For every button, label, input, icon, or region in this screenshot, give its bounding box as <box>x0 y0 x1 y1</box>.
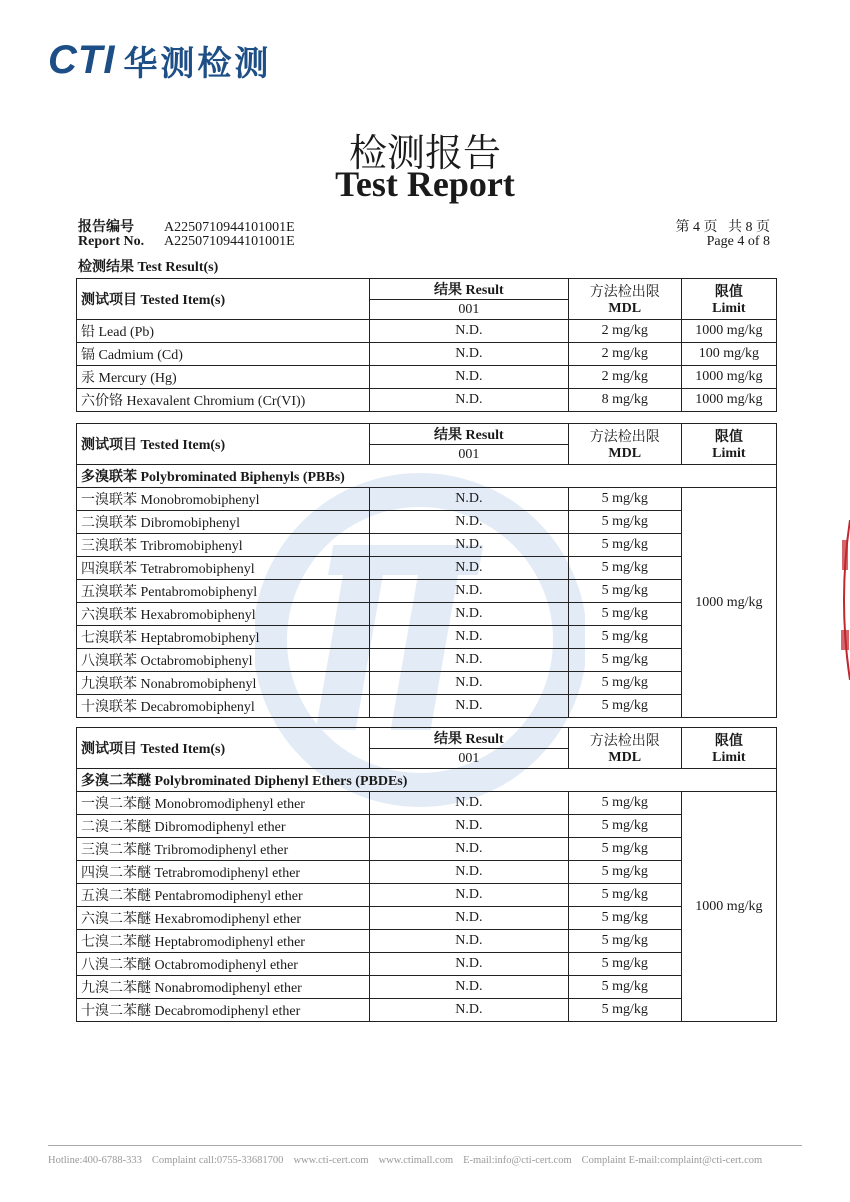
result-value: N.D. <box>369 320 568 343</box>
limit-value: 1000 mg/kg <box>681 389 776 412</box>
header-mdl-en: MDL <box>608 301 642 316</box>
result-value: N.D. <box>369 511 568 534</box>
item-name: 六价铬 Hexavalent Chromium (Cr(VI)) <box>77 389 370 412</box>
table-row <box>77 488 777 511</box>
header-mdl-cn: 方法检出限 <box>589 285 660 300</box>
partial-seal-stamp <box>836 520 850 680</box>
table-row <box>77 930 777 953</box>
header-tested-item: 测试项目 Tested Item(s) <box>77 728 370 769</box>
company-logo <box>48 34 271 86</box>
header-mdl <box>568 424 681 465</box>
mdl-value: 5 mg/kg <box>568 976 681 999</box>
result-value: N.D. <box>369 603 568 626</box>
item-name: 六溴联苯 Hexabromobiphenyl <box>77 603 370 626</box>
group-heading: 多溴二苯醚 Polybrominated Diphenyl Ethers (PBDEs) <box>77 769 777 792</box>
header-sample-id: 001 <box>369 300 568 320</box>
header-mdl-en: MDL <box>608 750 642 765</box>
page-indicator-cn: 第 4 页 共 8 页 <box>675 220 770 235</box>
group-heading: 多溴联苯 Polybrominated Biphenyls (PBBs) <box>77 465 777 488</box>
header-limit-en: Limit <box>712 301 746 316</box>
mdl-value: 5 mg/kg <box>568 534 681 557</box>
item-name: 九溴联苯 Nonabromobiphenyl <box>77 672 370 695</box>
mdl-value: 2 mg/kg <box>568 366 681 389</box>
table-row <box>77 534 777 557</box>
table-row <box>77 511 777 534</box>
limit-value: 100 mg/kg <box>681 343 776 366</box>
table-row <box>77 695 777 718</box>
mdl-value: 5 mg/kg <box>568 953 681 976</box>
result-value: N.D. <box>369 953 568 976</box>
result-value: N.D. <box>369 907 568 930</box>
header-limit-en: Limit <box>712 446 746 461</box>
item-name: 一溴二苯醚 Monobromodiphenyl ether <box>77 792 370 815</box>
mdl-value: 5 mg/kg <box>568 672 681 695</box>
mdl-value: 5 mg/kg <box>568 815 681 838</box>
result-value: N.D. <box>369 815 568 838</box>
item-name: 镉 Cadmium (Cd) <box>77 343 370 366</box>
report-number-en <box>78 234 295 250</box>
result-value: N.D. <box>369 580 568 603</box>
header-limit-cn: 限值 <box>714 285 743 300</box>
header-mdl-en: MDL <box>608 446 642 461</box>
item-name: 八溴联苯 Octabromobiphenyl <box>77 649 370 672</box>
result-value: N.D. <box>369 838 568 861</box>
report-number-cn <box>78 216 295 236</box>
result-value: N.D. <box>369 366 568 389</box>
header-result: 结果 Result <box>369 279 568 300</box>
mdl-value: 5 mg/kg <box>568 792 681 815</box>
footer-complaint-call: Complaint call:0755-33681700 <box>151 1155 284 1166</box>
footer-mall-website[interactable]: www.ctimall.com <box>378 1155 454 1166</box>
mdl-value: 5 mg/kg <box>568 861 681 884</box>
header-limit-cn: 限值 <box>714 430 743 445</box>
title-cn: 检测报告 <box>348 131 501 175</box>
header-sample-id: 001 <box>369 749 568 769</box>
report-number-value: A2250710944101001E <box>164 220 295 235</box>
footer-divider <box>48 1145 802 1146</box>
footer-website[interactable]: www.cti-cert.com <box>293 1155 369 1166</box>
table-row <box>77 999 777 1022</box>
header-result: 结果 Result <box>369 728 568 749</box>
page-indicator-en: Page 4 of 8 <box>706 234 770 249</box>
footer-email[interactable]: E-mail:info@cti-cert.com <box>463 1155 572 1166</box>
item-name: 十溴联苯 Decabromobiphenyl <box>77 695 370 718</box>
logo-brand: CTI <box>48 37 116 82</box>
table-row <box>77 649 777 672</box>
header-tested-item: 测试项目 Tested Item(s) <box>77 279 370 320</box>
result-value: N.D. <box>369 389 568 412</box>
mdl-value: 5 mg/kg <box>568 930 681 953</box>
item-name: 一溴联苯 Monobromobiphenyl <box>77 488 370 511</box>
result-value: N.D. <box>369 884 568 907</box>
result-value: N.D. <box>369 626 568 649</box>
item-name: 五溴二苯醚 Pentabromodiphenyl ether <box>77 884 370 907</box>
item-name: 二溴联苯 Dibromobiphenyl <box>77 511 370 534</box>
limit-value: 1000 mg/kg <box>681 366 776 389</box>
table-row <box>77 672 777 695</box>
mdl-value: 5 mg/kg <box>568 580 681 603</box>
report-label-en: Report No. <box>78 234 145 249</box>
header-mdl-cn: 方法检出限 <box>589 430 660 445</box>
mdl-value: 5 mg/kg <box>568 695 681 718</box>
pbb-table <box>76 423 777 718</box>
mdl-value: 2 mg/kg <box>568 343 681 366</box>
table-row <box>77 343 777 366</box>
header-sample-id: 001 <box>369 445 568 465</box>
mdl-value: 5 mg/kg <box>568 511 681 534</box>
item-name: 二溴二苯醚 Dibromodiphenyl ether <box>77 815 370 838</box>
table-row <box>77 603 777 626</box>
section-title: 检测结果 Test Result(s) <box>78 260 219 275</box>
mdl-value: 5 mg/kg <box>568 488 681 511</box>
item-name: 四溴联苯 Tetrabromobiphenyl <box>77 557 370 580</box>
group-limit-value: 1000 mg/kg <box>681 792 776 1022</box>
item-name: 汞 Mercury (Hg) <box>77 366 370 389</box>
item-name: 十溴二苯醚 Decabromodiphenyl ether <box>77 999 370 1022</box>
result-value: N.D. <box>369 930 568 953</box>
mdl-value: 5 mg/kg <box>568 649 681 672</box>
table-row <box>77 366 777 389</box>
item-name: 四溴二苯醚 Tetrabromodiphenyl ether <box>77 861 370 884</box>
limit-value: 1000 mg/kg <box>681 320 776 343</box>
mdl-value: 5 mg/kg <box>568 626 681 649</box>
item-name: 九溴二苯醚 Nonabromodiphenyl ether <box>77 976 370 999</box>
result-value: N.D. <box>369 792 568 815</box>
report-label-cn: 报告编号 <box>78 220 134 235</box>
header-limit <box>681 279 776 320</box>
table-row <box>77 953 777 976</box>
table-row <box>77 884 777 907</box>
item-name: 三溴二苯醚 Tribromodiphenyl ether <box>77 838 370 861</box>
title-en: Test Report <box>335 164 515 204</box>
item-name: 八溴二苯醚 Octabromodiphenyl ether <box>77 953 370 976</box>
mdl-value: 5 mg/kg <box>568 884 681 907</box>
result-value: N.D. <box>369 976 568 999</box>
table-row <box>77 838 777 861</box>
item-name: 三溴联苯 Tribromobiphenyl <box>77 534 370 557</box>
header-result: 结果 Result <box>369 424 568 445</box>
report-number-value-en: A2250710944101001E <box>164 234 295 249</box>
header-tested-item: 测试项目 Tested Item(s) <box>77 424 370 465</box>
table-row <box>77 557 777 580</box>
table-row <box>77 907 777 930</box>
table-row <box>77 626 777 649</box>
mdl-value: 8 mg/kg <box>568 389 681 412</box>
footer <box>48 1155 808 1166</box>
item-name: 七溴二苯醚 Heptabromodiphenyl ether <box>77 930 370 953</box>
table-row <box>77 976 777 999</box>
pbde-table <box>76 727 777 1022</box>
result-value: N.D. <box>369 649 568 672</box>
result-value: N.D. <box>369 488 568 511</box>
item-name: 铅 Lead (Pb) <box>77 320 370 343</box>
header-mdl <box>568 728 681 769</box>
header-mdl-cn: 方法检出限 <box>589 734 660 749</box>
mdl-value: 5 mg/kg <box>568 907 681 930</box>
table-row <box>77 815 777 838</box>
mdl-value: 5 mg/kg <box>568 838 681 861</box>
result-value: N.D. <box>369 861 568 884</box>
table-row <box>77 320 777 343</box>
mdl-value: 5 mg/kg <box>568 999 681 1022</box>
item-name: 六溴二苯醚 Hexabromodiphenyl ether <box>77 907 370 930</box>
mdl-value: 5 mg/kg <box>568 557 681 580</box>
mdl-value: 2 mg/kg <box>568 320 681 343</box>
header-limit-cn: 限值 <box>714 734 743 749</box>
result-value: N.D. <box>369 343 568 366</box>
mdl-value: 5 mg/kg <box>568 603 681 626</box>
footer-complaint-email[interactable]: Complaint E-mail:complaint@cti-cert.com <box>581 1155 763 1166</box>
result-value: N.D. <box>369 695 568 718</box>
result-value: N.D. <box>369 672 568 695</box>
table-row <box>77 580 777 603</box>
result-value: N.D. <box>369 557 568 580</box>
header-limit <box>681 424 776 465</box>
result-value: N.D. <box>369 999 568 1022</box>
table-row <box>77 389 777 412</box>
group-limit-value: 1000 mg/kg <box>681 488 776 718</box>
table-row <box>77 792 777 815</box>
item-name: 五溴联苯 Pentabromobiphenyl <box>77 580 370 603</box>
header-limit-en: Limit <box>712 750 746 765</box>
header-limit <box>681 728 776 769</box>
metals-table <box>76 278 777 412</box>
logo-name-cn: 华测检测 <box>123 43 272 84</box>
result-value: N.D. <box>369 534 568 557</box>
table-row <box>77 861 777 884</box>
footer-hotline: Hotline:400-6788-333 <box>48 1155 142 1166</box>
item-name: 七溴联苯 Heptabromobiphenyl <box>77 626 370 649</box>
header-mdl <box>568 279 681 320</box>
